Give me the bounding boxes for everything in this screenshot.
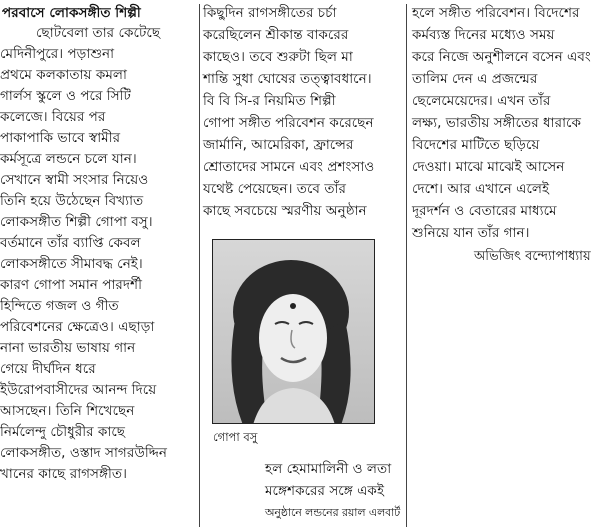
article-text-line: খানের কাছে রাগসঙ্গীত।	[0, 466, 127, 482]
article-text-line: লোকসঙ্গীত শিল্পী গোপা বসু।	[0, 214, 153, 230]
article-text-line: ছোটবেলা তার কেটেছে	[36, 25, 161, 41]
column-divider	[199, 4, 200, 527]
article-text-line: কাছেও। তবে শুরুটা ছিল মা	[203, 49, 353, 65]
article-text-line: দেওয়া। মাঝে মাঝেই আসেন	[412, 159, 565, 175]
portrait-photo	[212, 239, 375, 424]
article-text-line: ইউরোপবাসীদের আনন্দ দিয়ে	[0, 382, 157, 398]
article-text-line: ছেলেমেয়েদের। এখন তাঁর	[412, 93, 551, 109]
article-text-line: সেখানে স্বামী সংসার নিয়েও	[0, 172, 149, 188]
article-text-line: হল হেমামালিনী ও লতা	[265, 461, 392, 477]
article-text-line: দূরদর্শন ও বেতারের মাধ্যমে	[412, 203, 557, 219]
article-text-line: যথেষ্ট পেয়েছেন। তবে তাঁর	[203, 181, 346, 197]
article-headline: পরবাসে লোকসঙ্গীত শিল্পী	[2, 5, 141, 21]
article-text-line: শুনিয়ে যান তাঁর গান।	[412, 225, 530, 241]
article-text-line: লোকসঙ্গীত, ওস্তাদ সাগরউদ্দিন	[0, 445, 167, 461]
article-text-line: কিছুদিন রাগসঙ্গীতের চর্চা	[203, 5, 337, 21]
article-text-line: গোপা সঙ্গীত পরিবেশন করেছেন	[203, 115, 374, 131]
article-text-line: কাছে সবচেয়ে স্মরণীয় অনুষ্ঠান	[203, 203, 367, 219]
article-text-line: নানা ভারতীয় ভাষায় গান	[0, 340, 136, 356]
article-text-line: বি বি সি-র নিয়মিত শিল্পী	[203, 93, 336, 109]
article-text-line: আসছেন। তিনি শিখেছেন	[0, 403, 135, 419]
article-text-line: দেশে। আর এখানে এলেই	[412, 181, 550, 197]
portrait-illustration	[213, 240, 375, 424]
photo-caption: গোপা বসু	[213, 430, 258, 444]
article-text-line: কর্মসূত্রে লন্ডনে চলে যান।	[0, 151, 137, 167]
article-text-line: করে নিজে অনুশীলনে বসেন এবং	[412, 49, 591, 65]
article-text-line: লোকসঙ্গীতে সীমাবদ্ধ নেই।	[0, 256, 143, 272]
article-text-line: জার্মানি, আমেরিকা, ফ্রান্সের	[203, 137, 354, 153]
article-text-line: গার্লস স্কুলে ও পরে সিটি	[0, 88, 131, 104]
article-text-line: লক্ষ্য, ভারতীয় সঙ্গীতের ধারাকে	[412, 115, 581, 131]
article-text-line: কলেজে। বিয়ের পর	[0, 109, 106, 125]
article-text-line: বিদেশের মাটিতে ছড়িয়ে	[412, 137, 540, 153]
article-text-line: কর্মব্যস্ত দিনের মধ্যেও সময়	[412, 27, 555, 43]
article-text-line: গেয়ে দীর্ঘদিন ধরে	[0, 361, 96, 377]
bindi-dot	[290, 303, 296, 309]
article-text-line: হিন্দিতে গজল ও গীত	[0, 298, 119, 314]
article-text-line: কারণ গোপা সমান পারদর্শী	[0, 277, 142, 293]
article-text-line: মঙ্গেশকরের সঙ্গে একই	[265, 483, 385, 499]
article-text-line: তালিম দেন এ প্রজন্মের	[412, 71, 538, 87]
article-text-line: হলে সঙ্গীত পরিবেশন। বিদেশের	[412, 5, 580, 21]
author-byline: অভিজিৎ বন্দ্যোপাধ্যায়	[474, 249, 591, 264]
article-text-line: নির্মলেন্দু চৌধুরীর কাছে	[0, 424, 126, 440]
article-text-line: প্রথমে কলকাতায় কমলা	[0, 67, 127, 83]
article-text-line: শান্তি সুধা ঘোষের তত্ত্বাবধানে।	[203, 71, 372, 87]
article-text-line: বর্তমানে তাঁর ব্যাপ্তি কেবল	[0, 235, 141, 251]
column-divider	[406, 4, 407, 527]
article-text-line: তিনি হয়ে উঠেছেন বিখ্যাত	[0, 193, 144, 209]
article-text-line: শ্রোতাদের সামনে এবং প্রশংসাও	[203, 159, 375, 175]
article-text-line: করেছিলেন শ্রীকান্ত বাকরের	[203, 27, 349, 43]
article-text-line: পাকাপাকি ভাবে স্বামীর	[0, 130, 121, 146]
article-text-line: পরিবেশনের ক্ষেত্রেও। এছাড়া	[0, 319, 155, 335]
article-text-line: অনুষ্ঠানে লন্ডনের রয়াল এলবার্ট	[265, 506, 401, 519]
article-text-line: মেদিনীপুরে। পড়াশুনা	[0, 46, 115, 62]
